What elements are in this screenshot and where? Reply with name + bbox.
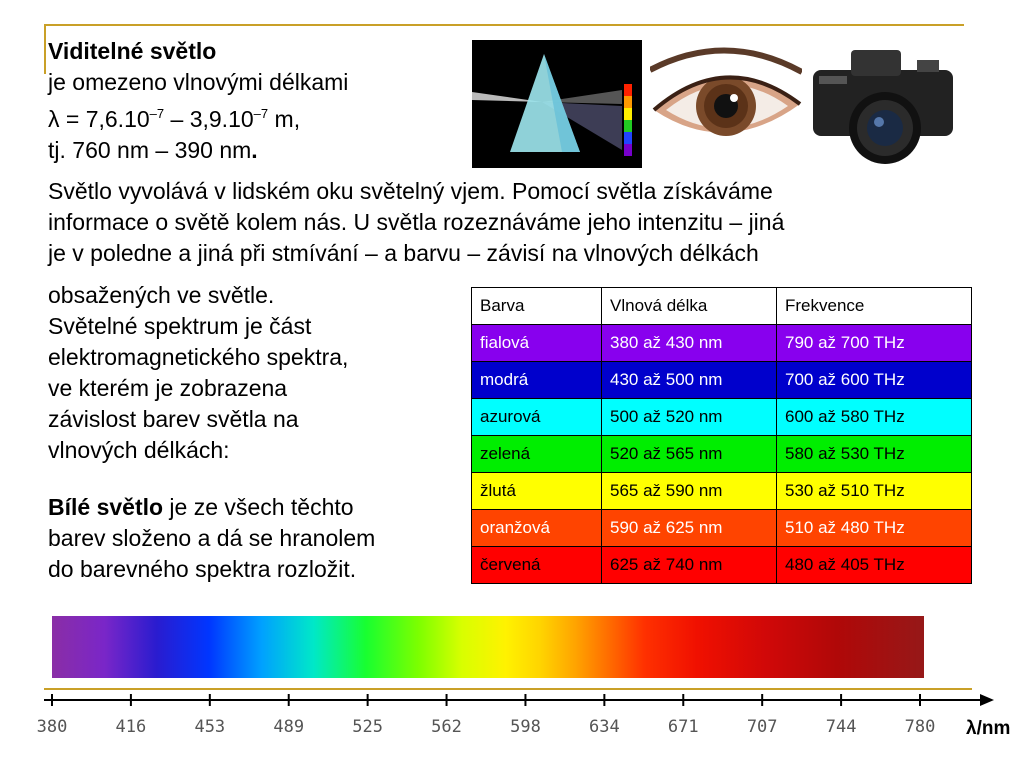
cell-wavelength: 565 až 590 nm [602,473,777,510]
spectrum-description [48,280,348,466]
white-line-3: do barevného spektra rozložit. [48,556,357,582]
spectrum-bar [52,616,924,678]
axis-unit-label: λ/nm [966,718,1011,739]
intro-line-3: $\lambda = 7,6.10^{-7} - 3,9.10^{-7}$ m, [48,106,301,132]
cell-wavelength: 380 až 430 nm [602,325,777,362]
cell-color: oranžová [472,510,602,547]
axis-tick-label: 416 [115,717,147,737]
white-line-2: barev složeno a dá se hranolem [48,525,376,551]
table-row [472,510,972,547]
cell-color: fialová [472,325,602,362]
cell-wavelength: 520 až 565 nm [602,436,777,473]
white-light-block [48,492,375,585]
axis-tick-label: 562 [431,717,462,737]
cell-color: červená [472,547,602,584]
slide-frame-top [44,24,964,26]
axis-tick-label: 744 [825,717,857,737]
left-line-5: závislost barev světla na [48,406,299,432]
wavelength-axis [0,690,1024,768]
cell-frequency: 530 až 510 THz [777,473,972,510]
prism-image [472,40,642,168]
intro-line-4: tj. 760 nm – 390 nm. [48,137,258,163]
table-row [472,473,972,510]
axis-tick-label: 525 [352,717,383,737]
cell-frequency: 580 až 530 THz [777,436,972,473]
cell-frequency: 600 až 580 THz [777,399,972,436]
table-header-row [472,288,972,325]
cell-wavelength: 500 až 520 nm [602,399,777,436]
left-line-3: elektromagnetického spektra, [48,344,349,370]
cell-wavelength: 590 až 625 nm [602,510,777,547]
left-line-1: obsažených ve světle. [48,282,275,308]
paragraph-line-3: je v poledne a jiná při stmívání – a barvu – závisí na vlnových délkách [48,240,759,266]
header-color: Barva [472,288,602,325]
cell-frequency: 790 až 700 THz [777,325,972,362]
intro-line-2: je omezeno vlnovými délkami [48,69,349,95]
cell-wavelength: 430 až 500 nm [602,362,777,399]
axis-tick-label: 634 [589,717,620,737]
axis-tick-label: 598 [510,717,541,737]
axis-tick-label: 453 [194,717,226,737]
paragraph-line-2: informace o světě kolem nás. U světla rozeznáváme jeho intenzitu – jiná [48,209,785,235]
axis-tick-label: 780 [904,717,936,737]
cell-color: zelená [472,436,602,473]
white-line-1: Bílé světlo je ze všech těchto [48,494,354,520]
intro-block [48,36,348,166]
cell-wavelength: 625 až 740 nm [602,547,777,584]
slide-frame-left [44,24,46,74]
left-line-6: vlnových délkách: [48,437,230,463]
header-wavelength: Vlnová délka [602,288,777,325]
cell-frequency: 510 až 480 THz [777,510,972,547]
cell-color: azurová [472,399,602,436]
axis-tick-label: 707 [746,717,778,737]
camera-image [805,36,965,166]
table-row [472,399,972,436]
cell-color: žlutá [472,473,602,510]
axis-tick-label: 380 [36,717,68,737]
cell-frequency: 700 až 600 THz [777,362,972,399]
cell-color: modrá [472,362,602,399]
header-frequency: Frekvence [777,288,972,325]
axis-arrow [980,694,994,706]
table-row [472,547,972,584]
title: Viditelné světlo [48,38,217,64]
table-row [472,362,972,399]
left-line-4: ve kterém je zobrazena [48,375,288,401]
spectrum-table [471,287,972,584]
axis-tick-label: 671 [667,717,699,737]
eye-image [650,40,802,168]
table-row [472,325,972,362]
left-line-2: Světelné spektrum je část [48,313,312,339]
table-row [472,436,972,473]
paragraph-line-1: Světlo vyvolává v lidském oku světelný vjem. Pomocí světla získáváme [48,178,773,204]
cell-frequency: 480 až 405 THz [777,547,972,584]
axis-tick-label: 489 [273,717,305,737]
lambda-symbol: λ [48,106,60,132]
paragraph [48,176,978,269]
